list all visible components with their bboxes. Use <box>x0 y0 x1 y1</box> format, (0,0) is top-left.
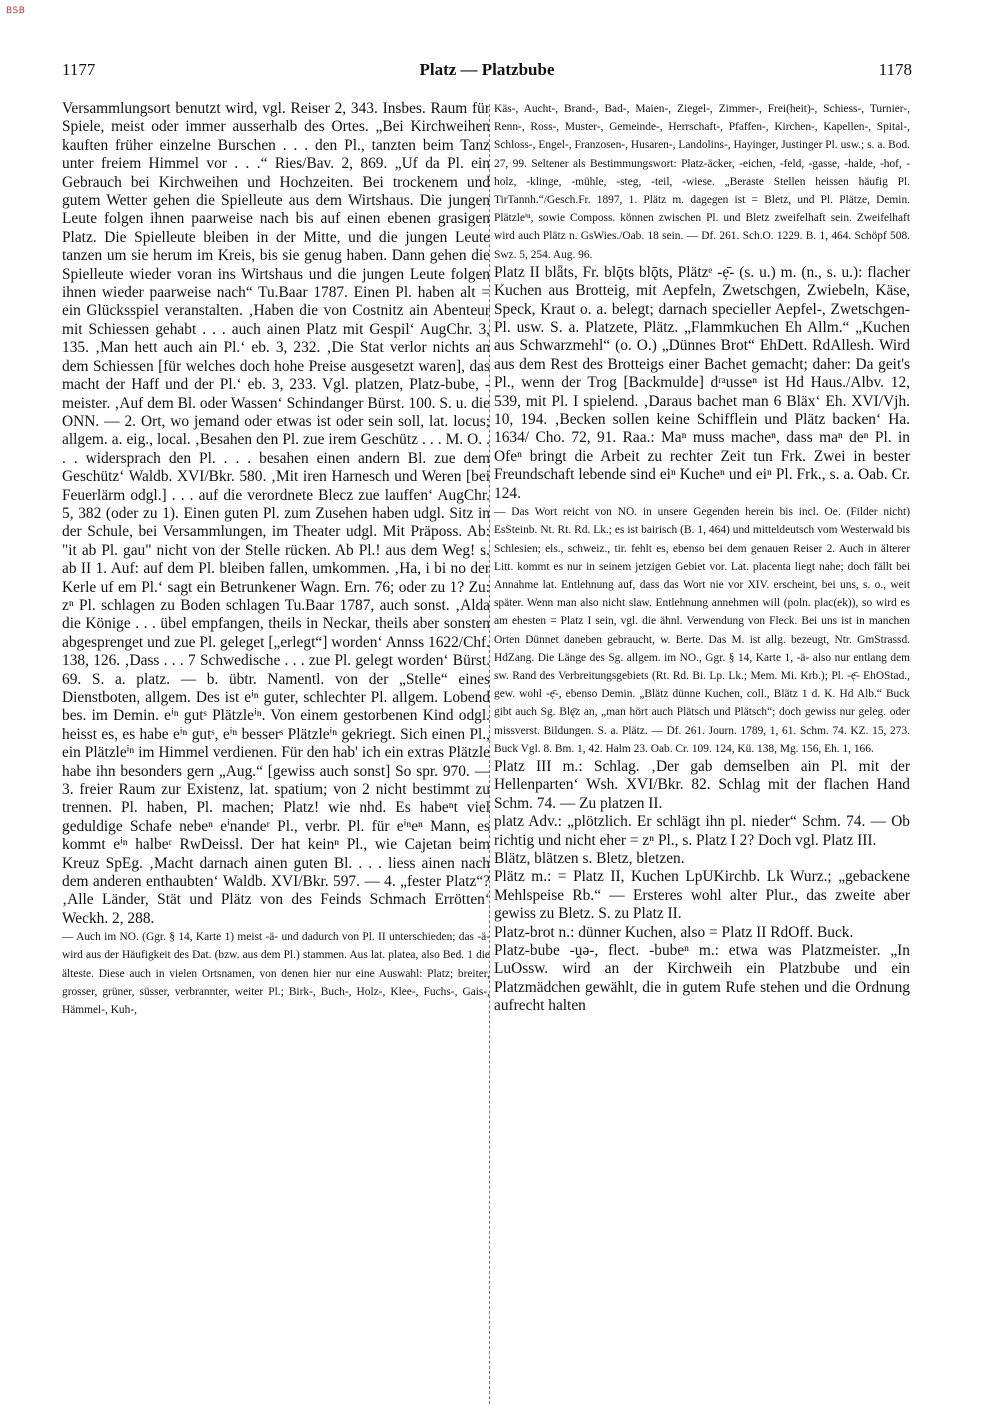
entry-platz-iii: Platz III m.: Schlag. ‚Der gab demselben ain Pl. mit der Hellenparten‘ Wsh. XVI/Bkr. 82. Schlag mit der flachen Hand Schm. 74. — Zu platzen II. <box>494 757 910 812</box>
entry-platz-adv: platz Adv.: „plötzlich. Er schlägt ihn pl. nieder“ Schm. 74. — Ob richtig und nicht eher = zⁿ Pl., s. Platz I 2? Doch vgl. Platz III. <box>494 813 910 849</box>
page-header <box>62 60 912 86</box>
entry-platz-ii: Platz II blǟts, Fr. blǭts blǭts, Plätzᵉ -ẹ̄- (s. u.) m. (n., s. u.): flacher Kuchen aus Brotteig, mit Aepfeln, Zwetschgen, Zwiebeln, Käse, Speck, Kraut o. a. belegt; darnach specieller Aepfel-, Zwetschgen-Pl. usw. S. a. Platzete, Plätz. „Flammkuchen Eh Allm.“ „Kuchen aus Schwarzmehl“ (o. O.) „Dünnes Brot“ EhDett. RdAllesh. Wird aus dem Rest des Brotteigs einer Bachet gemacht; daher: Da geit's Pl., wenn der Trog [Backmulde] dʳᵃusseⁿ ist Hd Haus./Albv. 12, 539, mit Pl. I spielend. ‚Daraus bachet man 6 Bläx‘ Eh. XVI/Vjh. 10, 194. ‚Becken sollen keine Schifflein und Plätz backen‘ Ha. 1634/ Cho. 72, 91. Raa.: Maⁿ muss macheⁿ, dass maⁿ deⁿ Pl. in Ofeⁿ bringt die Arbeit zu rechter Zeit tun Frk. Zwei in bester Freundschaft lebende sind eiⁿ Kucheⁿ und eiⁿ Pl. Frk., s. a. Oab. Cr. 124. <box>494 263 910 502</box>
library-stamp: BSB <box>6 6 26 16</box>
etymology-note-platz-ii: — Das Wort reicht von NO. in unsere Gegenden herein bis incl. Oe. (Filder nicht) EsSteinb. Nt. Rt. Rd. Lk.; es ist bairisch (B. 1, 464) und mitteldeutsch vom Westerwald bis Schlesien; els., schweiz., tir. fehlt es, ebenso bei dem genauen Reiser 2. Auch in älterer Litt. kommt es nur in seinem jetzigen Gebiet vor. Lat. placenta liegt nahe; doch fällt bei Annahme lat. Entlehnung auf, dass das Wort nie vor XIV. erscheint, bei uns, s. o., weit später. Wenn man also nicht slaw. Entlehnung annehmen will (poln. plac(ek)), so wird es am ehesten = Platz I sein, vgl. die ähnl. Verwendung von Fleck. Bei uns ist in manchen Orten Dünnet daneben gebraucht, w. Berte. Das M. ist allg. bezeugt, Ntr. GmStrassd. HdZang. Die Länge des Sg. allgem. im NO., Ggr. § 14, Karte 1, -ä- also nur entlang dem sw. Rand des Verbreitungsgebiets (Rt. Rd. Bi. Lp. Lk.; Mem. Mi. Krb.); Pl. -ẹ̄- EhOStad., gew. wohl -ẹ̄-, ebenso Demin. „Blätz dünne Kuchen, coll., Blätz 1 d. K. Hd Alb.“ Buck gibt auch Sg. Blę̄z an, „man hört auch Plätsch und Plätsch“; doch gewiss nur geleg. oder missverst. Bildungen. S. a. Plätz. — Df. 261. Journ. 1789, 1, 61. Schm. 74. KZ. 15, 273. Buck Vgl. 8. Bm. 1, 42. Halm 23. Oab. Cr. 109. 124, Kü. 138, Mg. 156, Eh. 1, 166. <box>494 506 910 755</box>
entry-blaetz: Blätz, blätzen s. Bletz, bletzen. <box>494 849 685 867</box>
page-number-left: 1177 <box>62 60 96 79</box>
entry-plaetz: Plätz m.: = Platz II, Kuchen LpUKirchb. Lk Wurz.; „gebackene Mehlspeise Rb.“ — Ersteres wohl alter Plur., das zweite aber gewiss zu Bletz. S. zu Platz II. <box>494 868 910 923</box>
page-number-right: 1178 <box>878 60 912 79</box>
placename-list: Käs-, Aucht-, Brand-, Bad-, Maien-, Ziegel-, Zimmer-, Frei(heit)-, Schiess-, Turnier-, Renn-, Ross-, Muster-, Gemeinde-, Herrschaft-, Pfaffen-, Kirchen-, Kapellen-, Spital-, Schloss-, Engel-, Franzosen-, Husaren-, Landolins-, Hayinger, Justinger Pl. usw.; s. a. Bod. 27, 99. Seltener als Bestimmungswort: Platz-äcker, -eichen, -feld, -gasse, -halde, -hof, -holz, -klinge, -mühle, -steg, -teil, -wiese. „Beraste Stellen heissen häufig Pl. TirTannh.“/Gesch.Fr. 1897, 1. Plätz m. dagegen ist = Bletz, und Pl. Plätze, Demin. Plätzleⁱⁿ, sowie Composs. können zwischen Pl. und Bletz zweifelhaft sein. Zweifelhaft wird auch Plätz n. GsWies./Oab. 18 sein. — Df. 261. Sch.O. 1229. B. 1, 464. Schöpf 508. Swz. 5, 254. Aug. 96. <box>494 103 910 261</box>
column-divider <box>489 104 490 1404</box>
running-title: Platz — Platzbube <box>419 60 555 79</box>
left-column <box>62 100 490 1019</box>
entry-platz-brot: Platz-brot n.: dünner Kuchen, also = Platz II RdOff. Buck. <box>494 923 854 941</box>
entry-paragraph: Versammlungsort benutzt wird, vgl. Reiser 2, 343. Insbes. Raum für Spiele, meist oder immer ausserhalb des Ortes. „Bei Kirchweihen kauften früher einzelne Burschen . . . den Pl., tanzten beim Tanz unter freiem Himmel vor . . .“ Ries/Bav. 2, 869. „Uf da Pl. ein Gebrauch bei Kirchweihen und Hochzeiten. Bei trockenem und gutem Wetter gehen die Spielleute aus dem Wirtshaus. Die jungen Leute folgen ihnen paarweise nach bis auf einen ebenen grasigen Platz. Die Spielleute bleiben in der Mitte, und die jungen Leute tanzen um sie herum im Kreis, bis sie genug haben. Dann gehen die Spielleute wieder voran ins Wirtshaus und die jungen Leute folgen ihnen wieder paarweise nach“ Tu.Baar 1787. Einen Pl. haben alt = ein Glücksspiel veranstalten. ‚Haben die von Costnitz ain Abenteur mit Schiessen gehabt . . . auch ainen Platz mit Gespil‘ AugChr. 3, 135. ‚Man hett auch ain Pl.‘ eb. 3, 232. ‚Die Stat verlor nichts an dem Schiessen [für welches doch hohe Preise ausgesetzt waren], das macht der Haff und der Pl.‘ eb. 3, 233. Vgl. platzen, Platz-bube, -meister. ‚Auf dem Bl. oder Wassen‘ Schindanger Bürst. 100. S. u. die ONN. — 2. Ort, wo jemand oder etwas ist oder sein soll, lat. locus; allgem. a. eig., local. ‚Besahen den Pl. zue irem Geschütz . . . M. O. . . . widersprach den Pl. . . . besahen einen andern Bl. zue dem Geschütz‘ Waldb. XVI/Bkr. 580. ‚Mit iren Harnesch und Weren [bei Feuerlärm odgl.] . . . auf die verordnete Blecz zue lauffen‘ AugChr. 5, 382 (oder zu 1). Einen guten Pl. zum Zusehen haben udgl. Sitz in der Schule, bei Versammlungen, im Theater udgl. Mit Präposs. Ab: "it ab Pl. gau" nicht von der Stelle rücken. Ab Pl.! aus dem Weg! s. ab II 1. Auf: auf dem Pl. bleiben fallen, umkommen. ‚Ha, i bi no der Kerle uf em Pl.‘ sagt ein Betrunkener Wagn. Ern. 76; oder zu 1? Zu: zⁿ Pl. schlagen zu Boden schlagen Tu.Baar 1787, auch sonst. ‚Alda die Könige . . . übel empfangen, theils in Neckar, theils aber sonsten abgesprenget und zue Pl. geleget [„erlegt“] worden‘ Annss 1622/Chf. 138, 126. ‚Dass . . . 7 Schwedische . . . zue Pl. gelegt worden‘ Bürst. 69. S. a. platz. — b. übtr. Namentl. von der „Stelle“ eines Dienstboten, allgem. Des ist eⁱⁿ guter, schlechter Pl. allgem. Lobend bes. im Demin. eⁱⁿ gutˢ Plätzleⁱⁿ. Von einem gestorbenen Kind odgl. heisst es, es habe eⁱⁿ gutˢ, eⁱⁿ besserˢ Plätzleⁱⁿ gekriegt. Sich einen Pl., ein Plätzleⁱⁿ im Himmel verdienen. Für den hab' ich ein extras Plätzle habe ihn besonders gern „Aug.“ [gewiss auch sonst] So spr. 970. — 3. freier Raum zur Existenz, lat. spatium; von 2 nicht bestimmt zu trennen. Pl. haben, Pl. machen; Platz! wie nhd. Es habeⁿt viel geduldige Schafe nebeⁿ eⁱnandeʳ Pl., verbr. Pl. für eⁱⁿeⁿ Mann, es kommt eⁱⁿ halbeʳ RwDeissl. Der hat keinⁿ Pl., wie Cajetan beim Kreuz SpEg. ‚Macht darnach ainen guten Bl. . . . liess ainen nach dem anderen enthaubten‘ Waldb. XVI/Bkr. 597. — 4. „fester Platz“? ‚Alle Länder, Stät und Plätz von des Feinds Schmach Errötten‘ Weckh. 2, 288. <box>62 100 490 927</box>
right-column <box>494 100 910 1016</box>
entry-platz-bube: Platz-bube -ṷə-, flect. -bubeⁿ m.: etwa was Platzmeister. „In LuOssw. wird an der Kirchweih ein Platzbube und ein Platzmädchen gewählt, die in gutem Rufe stehen und die Ordnung aufrecht halten <box>494 942 910 1015</box>
etymology-note: — Auch im NO. (Ggr. § 14, Karte 1) meist -ä- und dadurch von Pl. II unterschieden; das -ä- wird aus der Häufigkeit des Dat. (bzw. aus dem Pl.) stammen. Aus lat. platea, also Bed. 1 die älteste. Diese auch in vielen Ortsnamen, von denen hier nur eine Auswahl: Platz; breiter, grosser, grüner, süsser, verbrannter, weiter Pl.; Birk-, Buch-, Holz-, Klee-, Fuchs-, Gais-, Hämmel-, Kuh-, <box>62 931 490 1017</box>
